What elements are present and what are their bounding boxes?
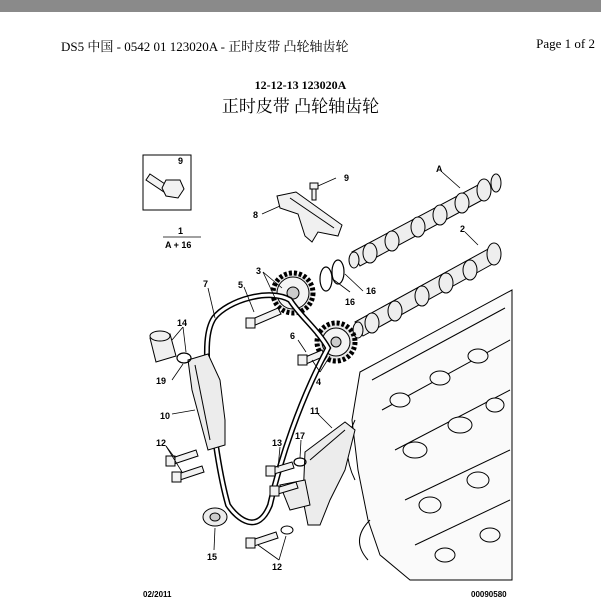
bolt-9-icon [310, 183, 318, 200]
label-13: 13 [272, 438, 283, 448]
label-4: 4 [316, 377, 322, 387]
bolt-5-icon [246, 308, 281, 328]
ring-19 [177, 353, 191, 363]
label-9: 9 [344, 173, 350, 183]
label-a: A [436, 164, 443, 174]
label-8: 8 [253, 210, 259, 220]
label-17: 17 [295, 431, 306, 441]
label-12-a: 12 [156, 438, 167, 448]
plunger-14 [150, 331, 176, 362]
label-3: 3 [256, 266, 262, 276]
exploded-parts-diagram [120, 140, 520, 600]
label-14: 14 [177, 318, 188, 328]
document-code: 12-12-13 123020A [254, 78, 347, 92]
label-5: 5 [238, 280, 244, 290]
label-11: 11 [310, 406, 320, 416]
label-16-b: 16 [345, 297, 356, 307]
label-15: 15 [207, 552, 218, 562]
bracket-8 [277, 192, 342, 242]
idler-15 [203, 508, 227, 526]
label-6: 6 [290, 331, 296, 341]
engine-block [348, 290, 513, 580]
label-10: 10 [160, 411, 171, 421]
footer-ref: 00090580 [471, 590, 507, 599]
label-9-box: 9 [178, 156, 184, 166]
label-16-a: 16 [366, 286, 377, 296]
tensioner-guide-10 [188, 354, 225, 450]
footer-date: 02/2011 [143, 590, 172, 599]
top-gray-rule [0, 0, 601, 12]
label-a-plus-16: A + 16 [165, 240, 192, 250]
header-title: DS5 中国 - 0542 01 123020A - 正时皮带 凸轮轴齿轮 [61, 39, 349, 54]
part-9-inset-box [143, 155, 191, 210]
label-2: 2 [460, 224, 466, 234]
label-1: 1 [178, 226, 184, 236]
o-rings-16 [320, 260, 344, 291]
page-indicator: Page 1 of 2 [536, 36, 595, 51]
document-title: 正时皮带 凸轮轴齿轮 [221, 97, 380, 116]
label-19: 19 [156, 376, 167, 386]
label-12-b: 12 [272, 562, 283, 572]
label-7: 7 [203, 279, 209, 289]
